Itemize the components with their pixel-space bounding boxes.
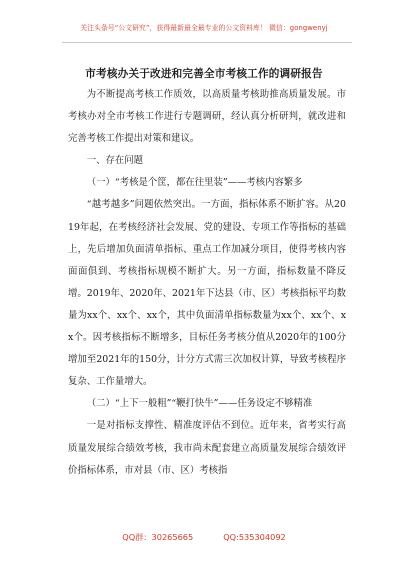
- subsection-heading-2: （二）“上下一般粗”“鞭打快牛”——任务设定不够精准: [86, 398, 313, 410]
- header-banner: 关注头条号“公文研究”，获得最新最全最专业的公文资料库！ 微信：gongwenyj: [80, 24, 328, 32]
- document-title: 市考核办关于改进和完善全市考核工作的调研报告: [85, 68, 323, 80]
- section-heading: 一、存在问题: [86, 155, 144, 167]
- paragraph-intro: 为不断提高考核工作质效，以高质量考核助推高质量发展。市考核办对全市考核工作进行专题调研，经认真分析研判，就改进和完善考核工作提出对策和建议。: [68, 89, 346, 145]
- footer-qq-group: QQ群：30265665: [122, 532, 194, 542]
- subsection-heading-1: （一）“考核是个筐，都在往里装”——考核内容繁多: [86, 177, 303, 189]
- footer-contact: [0, 532, 408, 543]
- paragraph-content-1: “越考越多”问题依然突出。一方面，指标体系不断扩容。从2019年起，在考核经济社会发展、党的建设、专项工作等指标的基础上，先后增加负面清单指标、重点工作加减分项目，使得考核内容面面俱到、考核指标规模不断扩大。另一方面，指标数量不降反增。2019年、2020年、2021年下达县（市、区）考核指标平均数量为xx个、xx个、xx个，其中负面清单指标数量为xx个、xx个、xx个。因考核指标不断增多，目标任务考核分值从2020年的100分增加至2021年的150分，计分方式需三次加权计算，导致考核程序复杂、工作量增大。: [68, 199, 346, 388]
- header-divider: [62, 42, 352, 43]
- document-body: [68, 84, 346, 482]
- paragraph-content-2: 一是对指标支撑性、精准度评估不到位。近年来，省考实行高质量发展综合绩效考核，我市尚未配套建立高质量发展综合绩效评价指标体系，市对县（市、区）考核指: [68, 420, 346, 476]
- footer-qq-number: QQ:535304092: [223, 532, 286, 542]
